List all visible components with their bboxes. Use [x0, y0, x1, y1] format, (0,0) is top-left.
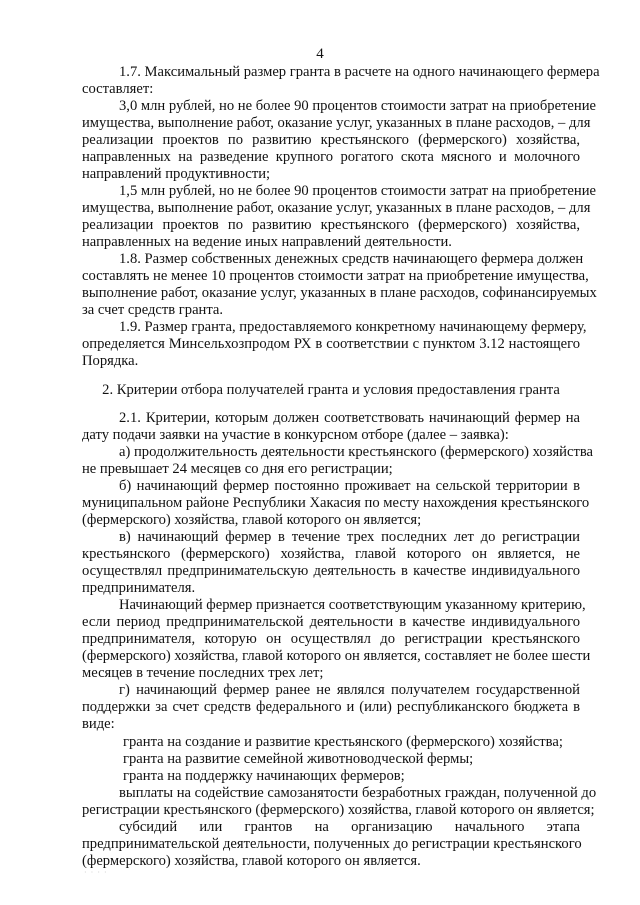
text-line: крестьянского (фермерского) хозяйства, главой которого он является, не	[82, 546, 580, 562]
text-line: определяется Минсельхозпродом РХ в соответствии с пунктом 3.12 настоящего	[82, 336, 580, 352]
text-line: гранта на создание и развитие крестьянского (фермерского) хозяйства;	[123, 734, 563, 750]
scan-artifact: · · · ·	[84, 868, 108, 877]
text-line: муниципальном районе Республики Хакасия по месту нахождения крестьянского	[82, 495, 590, 511]
text-line: 3,0 млн рублей, но не более 90 процентов стоимости затрат на приобретение	[119, 98, 596, 114]
text-line: предпринимательской деятельности, полученных до регистрации крестьянского	[82, 836, 582, 852]
text-line: месяцев в течение последних трех лет;	[82, 665, 324, 681]
text-line: не превышает 24 месяцев со дня его регистрации;	[82, 461, 393, 477]
text-line: составляет:	[82, 81, 154, 97]
text-line: имущества, выполнение работ, оказание услуг, указанных в плане расходов, – для	[82, 115, 591, 131]
text-line: предпринимателя, которую он осуществлял до регистрации крестьянского	[82, 631, 580, 647]
text-line: субсидий или грантов на организацию начального этапа	[119, 819, 580, 835]
text-line: (фермерского) хозяйства, главой которого он является.	[82, 853, 421, 869]
text-line: б) начинающий фермер постоянно проживает на сельской территории в	[119, 478, 580, 494]
text-line: направленных на ведение иных направлений деятельности.	[82, 234, 452, 250]
text-line: имущества, выполнение работ, оказание услуг, указанных в плане расходов, – для	[82, 200, 591, 216]
text-line: реализации проектов по развитию крестьянского (фермерского) хозяйства,	[82, 132, 580, 148]
text-line: составлять не менее 10 процентов стоимости затрат на приобретение имущества,	[82, 268, 589, 284]
text-line: реализации проектов по развитию крестьянского (фермерского) хозяйства,	[82, 217, 580, 233]
text-line: направлений продуктивности;	[82, 166, 271, 182]
text-line: за счет средств гранта.	[82, 302, 224, 318]
text-line: поддержки за счет средств федерального и (или) республиканского бюджета в	[82, 699, 580, 715]
section-heading: 2. Критерии отбора получателей гранта и условия предоставления гранта	[102, 382, 560, 398]
page-number: 4	[316, 46, 324, 62]
text-line: осуществлял предпринимательскую деятельность в качестве индивидуального	[82, 563, 580, 579]
text-line: 1,5 млн рублей, но не более 90 процентов стоимости затрат на приобретение	[119, 183, 596, 199]
text-line: (фермерского) хозяйства, главой которого он является;	[82, 512, 422, 528]
text-line: 1.7. Максимальный размер гранта в расчете на одного начинающего фермера	[119, 64, 600, 80]
text-line: предпринимателя.	[82, 580, 196, 596]
text-line: г) начинающий фермер ранее не являлся получателем государственной	[119, 682, 580, 698]
text-line: выполнение работ, оказание услуг, указанных в плане расходов, софинансируемых	[82, 285, 597, 301]
text-line: дату подачи заявки на участие в конкурсном отборе (далее – заявка):	[82, 427, 509, 443]
text-line: выплаты на содействие самозанятости безработных граждан, полученной до	[119, 785, 597, 801]
text-line: в) начинающий фермер в течение трех последних лет до регистрации	[119, 529, 580, 545]
text-line: (фермерского) хозяйства, главой которого он является, составляет не более шести	[82, 648, 591, 664]
text-line: гранта на развитие семейной животноводческой фермы;	[123, 751, 474, 767]
text-line: 2.1. Критерии, которым должен соответствовать начинающий фермер на	[119, 410, 580, 426]
text-line: регистрации крестьянского (фермерского) хозяйства, главой которого он является;	[82, 802, 595, 818]
text-line: гранта на поддержку начинающих фермеров;	[123, 768, 405, 784]
text-line: виде:	[82, 716, 115, 732]
text-line: если период предпринимательской деятельности в качестве индивидуального	[82, 614, 580, 630]
text-line: 1.8. Размер собственных денежных средств начинающего фермера должен	[119, 251, 584, 267]
text-line: Начинающий фермер признается соответствующим указанному критерию,	[119, 597, 586, 613]
text-line: направленных на разведение крупного рогатого скота мясного и молочного	[82, 149, 580, 165]
text-line: Порядка.	[82, 353, 139, 369]
text-line: а) продолжительность деятельности крестьянского (фермерского) хозяйства	[119, 444, 594, 460]
text-line: 1.9. Размер гранта, предоставляемого конкретному начинающему фермеру,	[119, 319, 587, 335]
